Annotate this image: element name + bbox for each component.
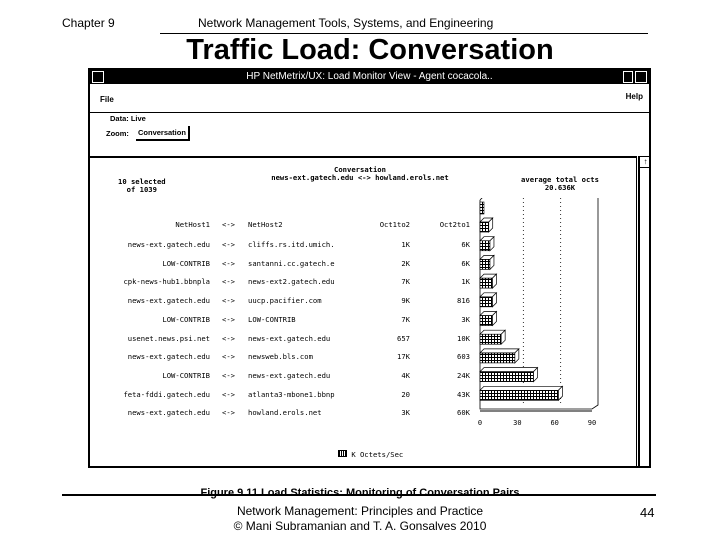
arrow-cell: <-> <box>222 370 235 380</box>
host1-cell: feta-fddi.gatech.edu <box>123 389 210 399</box>
arrow-cell: <-> <box>222 258 235 268</box>
oct1to2-cell: 7K <box>401 314 410 324</box>
oct2to1-cell: 60K <box>457 408 470 418</box>
menu-file[interactable]: File <box>100 95 114 104</box>
bar-top <box>480 349 519 353</box>
host2-cell: santanni.cc.gatech.e <box>248 258 335 268</box>
col-host1: NetHost1 <box>175 220 210 229</box>
legend-label: K Octets/Sec <box>351 450 404 459</box>
zoom-label: Zoom: <box>106 129 129 138</box>
oct2to1-cell: 3K <box>461 314 470 324</box>
host1-cell: LOW-CONTRIB <box>162 370 210 380</box>
oct1to2-cell: 4K <box>401 370 410 380</box>
host1-cell: LOW-CONTRIB <box>162 258 210 268</box>
host2-cell: atlanta3-mbone1.bbnp <box>248 389 335 399</box>
host2-cell: cliffs.rs.itd.umich. <box>248 240 335 249</box>
oct1to2-cell: 17K <box>397 352 410 362</box>
minimize-icon[interactable] <box>623 71 633 83</box>
oct2to1-cell: 43K <box>457 389 470 399</box>
host2-cell: newsweb.bls.com <box>248 352 313 362</box>
bar <box>480 390 558 400</box>
bar-chart <box>470 198 630 438</box>
oct1to2-cell: 7K <box>401 277 410 287</box>
col-oct2to1: Oct2to1 <box>439 220 470 229</box>
oct2to1-cell: 24K <box>457 370 470 380</box>
host1-cell: usenet.news.psi.net <box>127 333 210 343</box>
scroll-up-icon[interactable]: ↑ <box>640 157 651 168</box>
bar <box>480 353 515 363</box>
host1-cell: cpk-news-hub1.bbnpla <box>123 277 210 287</box>
host2-cell: howland.erols.net <box>248 408 322 418</box>
arrow-cell: <-> <box>222 277 235 287</box>
oct2to1-cell: 6K <box>461 258 470 268</box>
x-tick-label: 30 <box>513 419 522 427</box>
figure-caption: Figure 9.11 Load Statistics: Monitoring of Conversation Pairs <box>200 487 520 499</box>
selected-total: of 1039 <box>126 185 157 194</box>
bar <box>480 297 492 307</box>
host2-cell: news-ext.gatech.edu <box>248 333 331 343</box>
average-label: average total octs <box>521 175 599 184</box>
oct1to2-cell: 20 <box>401 389 410 399</box>
legend-swatch-icon <box>338 450 347 457</box>
bar <box>480 316 492 326</box>
arrow-cell: <-> <box>222 314 235 324</box>
vertical-scrollbar[interactable] <box>638 156 651 467</box>
host1-cell: news-ext.gatech.edu <box>127 296 210 306</box>
conversation-heading <box>250 166 470 182</box>
page-number: 44 <box>640 505 655 520</box>
x-tick-label: 0 <box>477 419 483 427</box>
host2-cell: news-ext2.gatech.edu <box>248 277 335 287</box>
menu-help[interactable]: Help <box>625 92 643 101</box>
menu-bar <box>90 86 649 113</box>
bar <box>480 372 534 382</box>
conversation-pair: news-ext.gatech.edu <-> howland.erols.net <box>271 173 449 182</box>
arrow-cell: <-> <box>222 333 235 343</box>
bar <box>480 241 490 251</box>
bar <box>480 222 489 232</box>
load-monitor-window <box>88 68 651 468</box>
chart-legend <box>338 450 403 459</box>
bar <box>480 334 501 344</box>
oct1to2-cell: 657 <box>397 333 410 343</box>
window-titlebar[interactable] <box>90 70 649 84</box>
maximize-icon[interactable] <box>635 71 647 83</box>
oct2to1-cell: 816 <box>457 296 470 306</box>
conversation-title: Conversation <box>334 165 386 174</box>
bar <box>480 259 490 269</box>
host2-cell: uucp.pacifier.com <box>248 296 322 306</box>
col-arrow: <-> <box>222 220 235 229</box>
bar-top <box>480 368 538 372</box>
zoom-select[interactable]: Conversation <box>136 126 190 141</box>
col-host2: NetHost2 <box>248 220 283 229</box>
host1-cell: LOW-CONTRIB <box>162 314 210 324</box>
oct2to1-cell: 6K <box>461 240 470 249</box>
average-box <box>510 176 610 192</box>
selected-count: 10 selected <box>118 177 166 186</box>
footer-copyright: © Mani Subramanian and T. A. Gonsalves 2010 <box>233 519 487 533</box>
window-menu-icon[interactable] <box>92 71 104 83</box>
x-tick-label: 90 <box>587 419 597 427</box>
host1-cell: news-ext.gatech.edu <box>127 240 210 249</box>
host1-cell: news-ext.gatech.edu <box>127 352 210 362</box>
arrow-cell: <-> <box>222 408 235 418</box>
arrow-cell: <-> <box>222 240 235 249</box>
arrow-cell: <-> <box>222 352 235 362</box>
bar-header-stub <box>480 202 484 214</box>
conversation-panel <box>90 156 637 468</box>
book-title: Network Management Tools, Systems, and Engineering <box>198 16 494 30</box>
selection-count <box>118 178 166 194</box>
x-tick-label: 60 <box>550 419 559 427</box>
average-value: 20.636K <box>544 183 576 192</box>
oct2to1-cell: 603 <box>457 352 470 362</box>
col-oct1to2: Oct1to2 <box>379 220 410 229</box>
arrow-cell: <-> <box>222 389 235 399</box>
oct2to1-cell: 10K <box>457 333 470 343</box>
host2-cell: news-ext.gatech.edu <box>248 370 331 380</box>
oct2to1-cell: 1K <box>461 277 470 287</box>
oct1to2-cell: 2K <box>401 258 410 268</box>
host1-cell: news-ext.gatech.edu <box>127 408 210 418</box>
arrow-cell: <-> <box>222 296 235 306</box>
chapter-label: Chapter 9 <box>62 16 115 30</box>
oct1to2-cell: 1K <box>401 240 410 249</box>
bar-top <box>480 386 562 390</box>
oct1to2-cell: 3K <box>401 408 410 418</box>
oct1to2-cell: 9K <box>401 296 410 306</box>
slide-title: Traffic Load: Conversation <box>186 34 554 66</box>
window-title: HP NetMetrix/UX: Load Monitor View - Agent cocacola.. <box>246 71 493 82</box>
footer-book: Network Management: Principles and Practice <box>236 504 484 518</box>
data-source-label: Data: Live <box>110 114 146 123</box>
bar <box>480 278 492 288</box>
host2-cell: LOW-CONTRIB <box>248 314 296 324</box>
